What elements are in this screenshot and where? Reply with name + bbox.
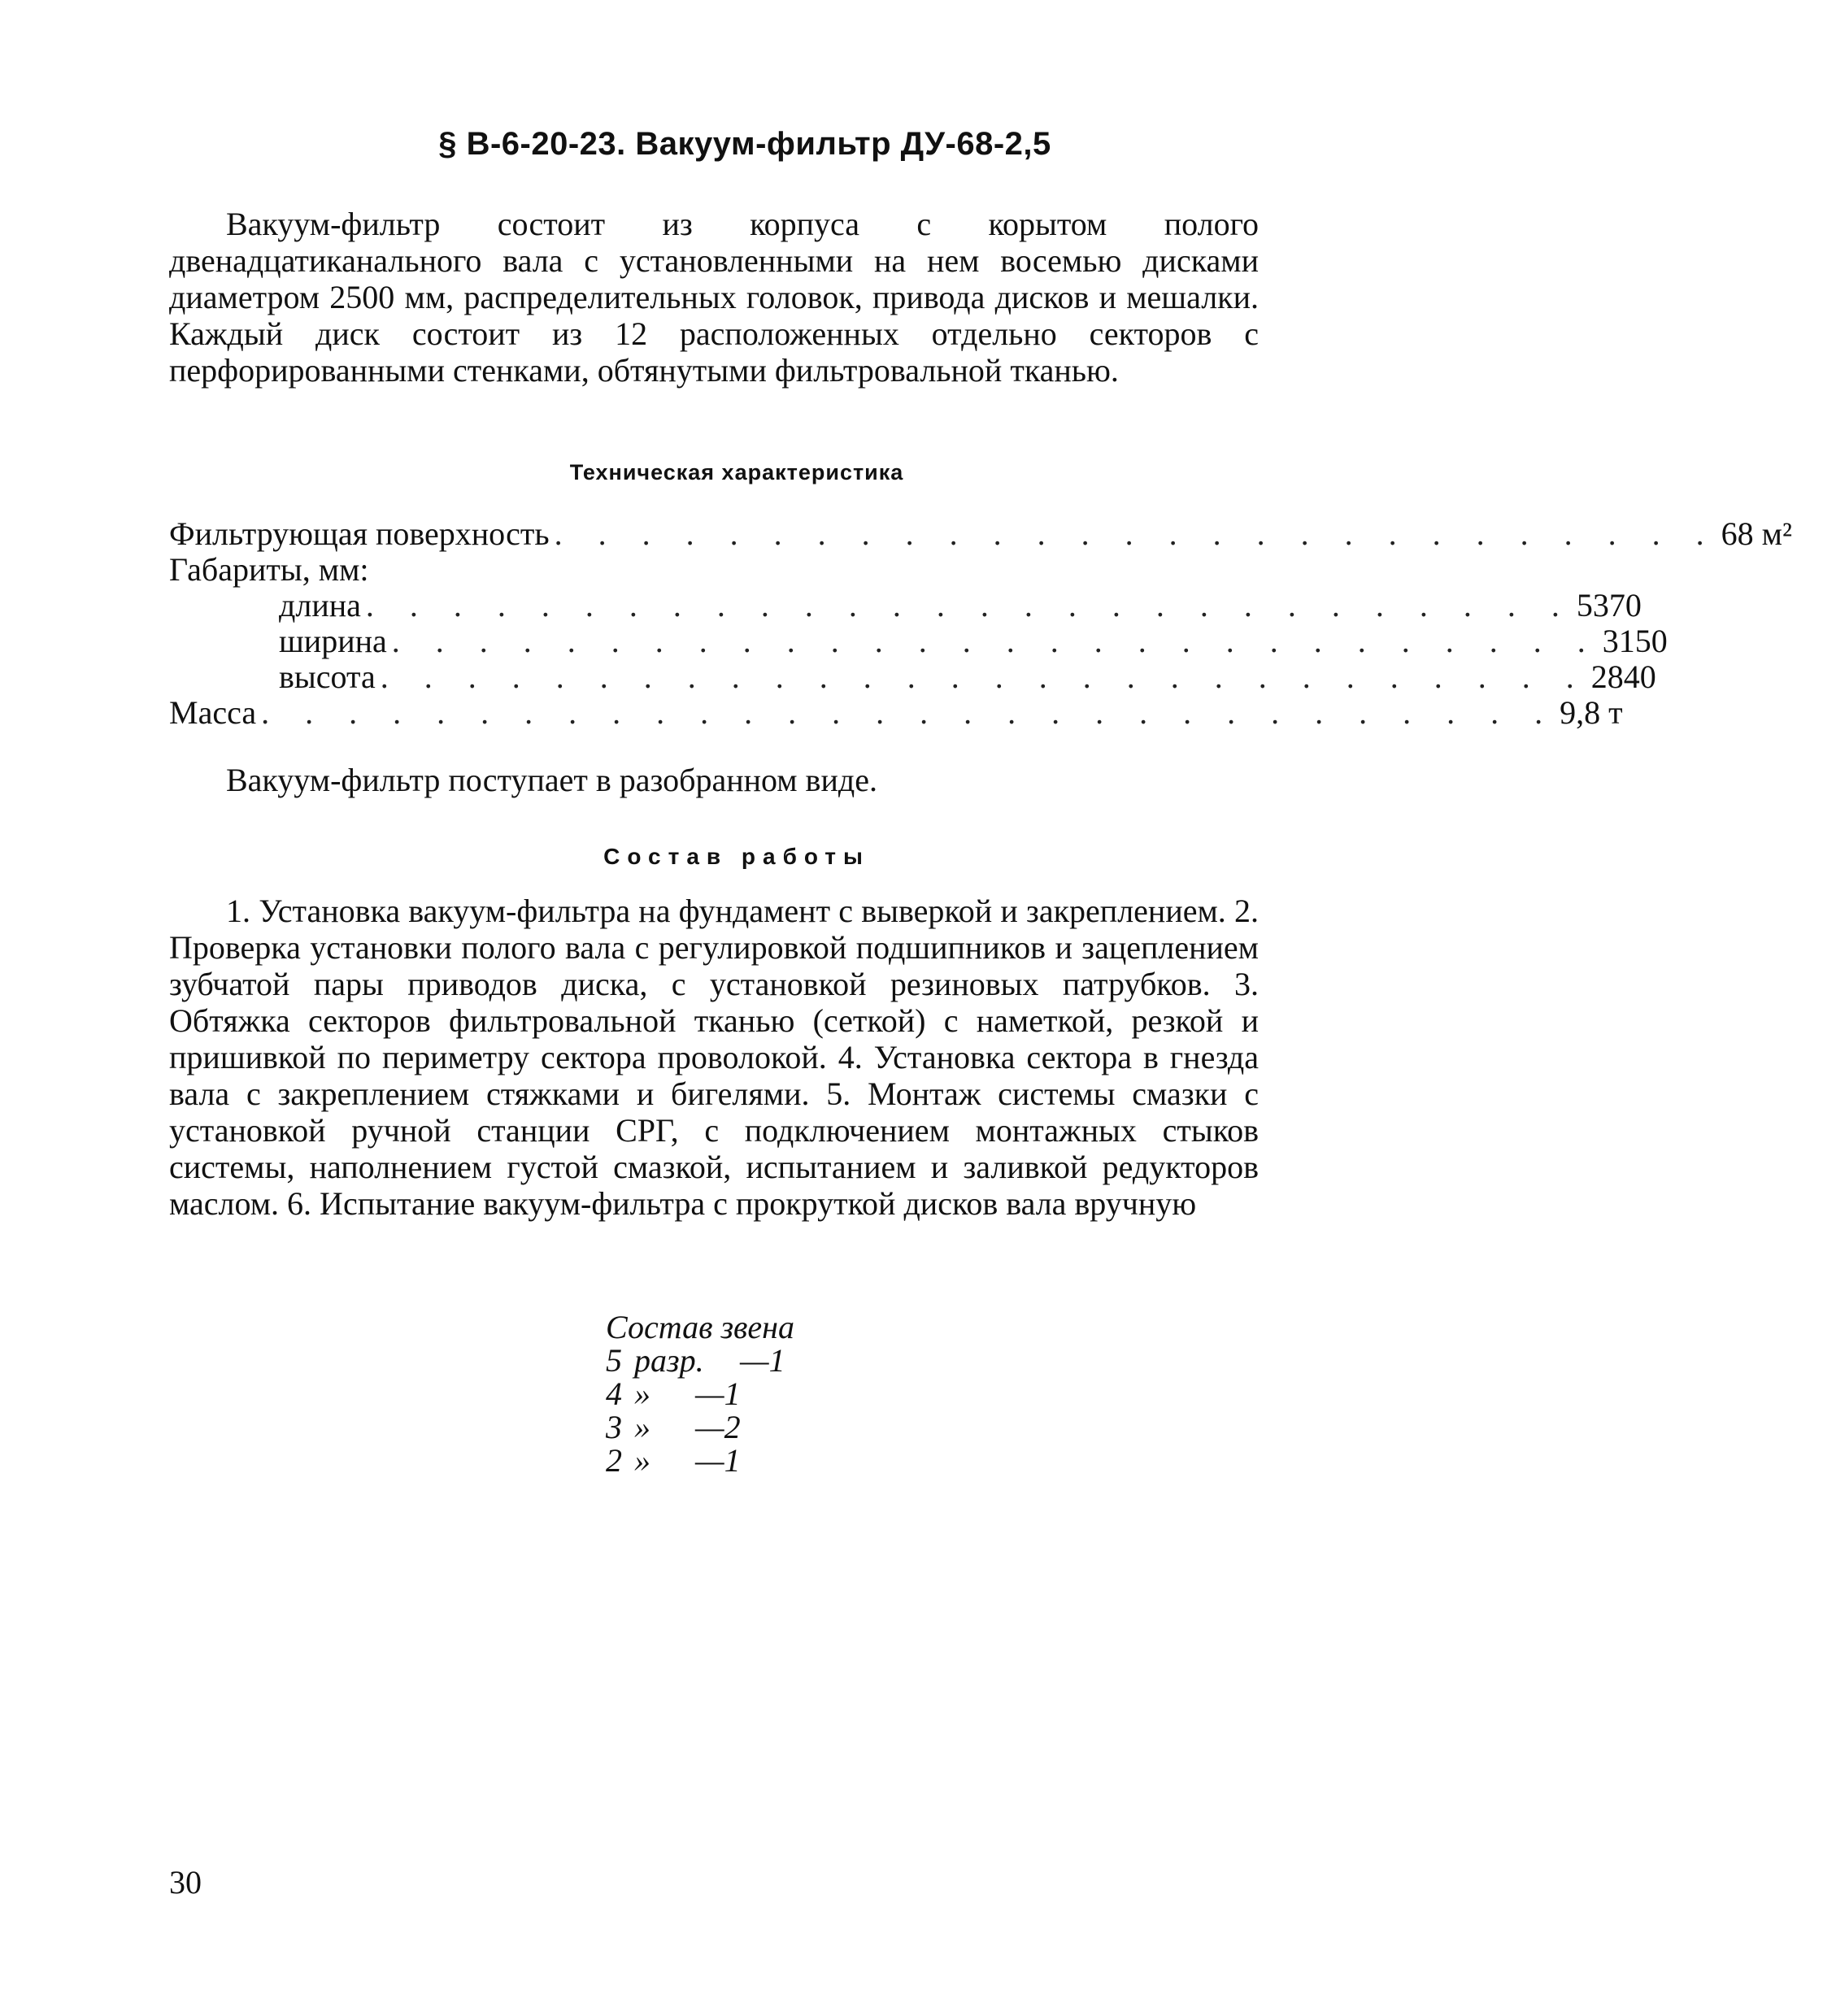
spec-row-filter-surface bbox=[169, 515, 1792, 552]
crew-row bbox=[606, 1377, 794, 1410]
crew-unit: разр. bbox=[634, 1342, 704, 1379]
crew-unit: » bbox=[634, 1409, 650, 1445]
crew-grade: 4 bbox=[606, 1375, 622, 1412]
crew-grade: 2 bbox=[606, 1442, 622, 1479]
spec-row-dimensions bbox=[169, 552, 1137, 588]
spec-label: ширина bbox=[279, 623, 387, 659]
spec-row-mass bbox=[169, 694, 1623, 731]
spec-label: Габариты, мм: bbox=[169, 551, 369, 588]
spec-label: Масса bbox=[169, 694, 257, 731]
crew-row bbox=[606, 1344, 794, 1377]
intro-paragraph: Вакуум-фильтр состоит из корпуса с корытом полого двенадцатиканального вала с установленными на нем восемью дисками диаметром 2500 мм, распределительных головок, привода дисков и мешалки. Каждый диск состоит из 12 расположенных отдельно секторов с перфорированными стенками, обтянутыми фильтровальной тканью. bbox=[169, 206, 1259, 389]
spec-row-width bbox=[169, 623, 1668, 659]
work-paragraph: 1. Установка вакуум-фильтра на фундамент с выверкой и закреплением. 2. Проверка установки полого вала с регулировкой подшипников и зацеплением зубчатой пары приводов диска, с установкой резиновых патрубков. 3. Обтяжка секторов фильтровальной тканью (сеткой) с наметкой, резкой и пришивкой по периметру сектора проволокой. 4. Установка сектора в гнезда вала с закреплением стяжками и бигелями. 5. Монтаж системы смазки с установкой ручной станции СРГ, с подключением монтажных стыков системы, наполнением густой смазкой, испытанием и заливкой редукторов маслом. 6. Испытание вакуум-фильтра с прокруткой дисков вала вручную bbox=[169, 893, 1259, 1222]
spec-label: длина bbox=[279, 587, 361, 623]
crew-title: Состав звена bbox=[606, 1309, 795, 1345]
crew-unit: » bbox=[634, 1375, 650, 1412]
crew-count: —1 bbox=[695, 1375, 741, 1412]
leader-dots: . . . . . . . . . . . . . . . . . . . . . . . . . . . bbox=[554, 515, 1718, 552]
leader-dots: . . . . . . . . . . . . . . . . . . . . . . . . . . . . bbox=[365, 587, 1573, 623]
crew-count: —2 bbox=[695, 1409, 741, 1445]
leader-dots: . . . . . . . . . . . . . . . . . . . . . . . . . . . . . . bbox=[261, 694, 1557, 731]
spec-row-height bbox=[169, 658, 1656, 695]
spec-value: 3150 bbox=[1602, 623, 1668, 659]
spec-value: 2840 bbox=[1590, 658, 1656, 695]
leader-dots: . . . . . . . . . . . . . . . . . . . . . . . . . . . . bbox=[391, 623, 1599, 659]
spec-value: 68 м² bbox=[1721, 515, 1792, 552]
leader-dots: . . . . . . . . . . . . . . . . . . . . . . . . . . . . bbox=[380, 658, 1588, 695]
crew-grade: 5 bbox=[606, 1342, 622, 1379]
section-title: § В-6-20-23. Вакуум-фильтр ДУ-68-2,5 bbox=[438, 126, 1051, 162]
spec-value: 5370 bbox=[1576, 587, 1642, 623]
page-number: 30 bbox=[169, 1864, 202, 1901]
spec-table bbox=[169, 515, 1792, 731]
crew-count: —1 bbox=[740, 1342, 785, 1379]
crew-unit: » bbox=[634, 1442, 650, 1479]
spec-row-length bbox=[169, 587, 1642, 623]
work-heading: Состав работы bbox=[603, 844, 870, 869]
crew-grade: 3 bbox=[606, 1409, 622, 1445]
delivery-note: Вакуум-фильтр поступает в разобранном виде. bbox=[226, 762, 877, 798]
spec-heading: Техническая характеристика bbox=[569, 460, 904, 484]
crew-row bbox=[606, 1410, 794, 1444]
spec-value: 9,8 т bbox=[1560, 694, 1623, 731]
spec-label: Фильтрующая поверхность bbox=[169, 515, 550, 552]
crew-block bbox=[606, 1310, 794, 1477]
spec-label: высота bbox=[279, 658, 376, 695]
crew-count: —1 bbox=[695, 1442, 741, 1479]
crew-row bbox=[606, 1444, 794, 1477]
